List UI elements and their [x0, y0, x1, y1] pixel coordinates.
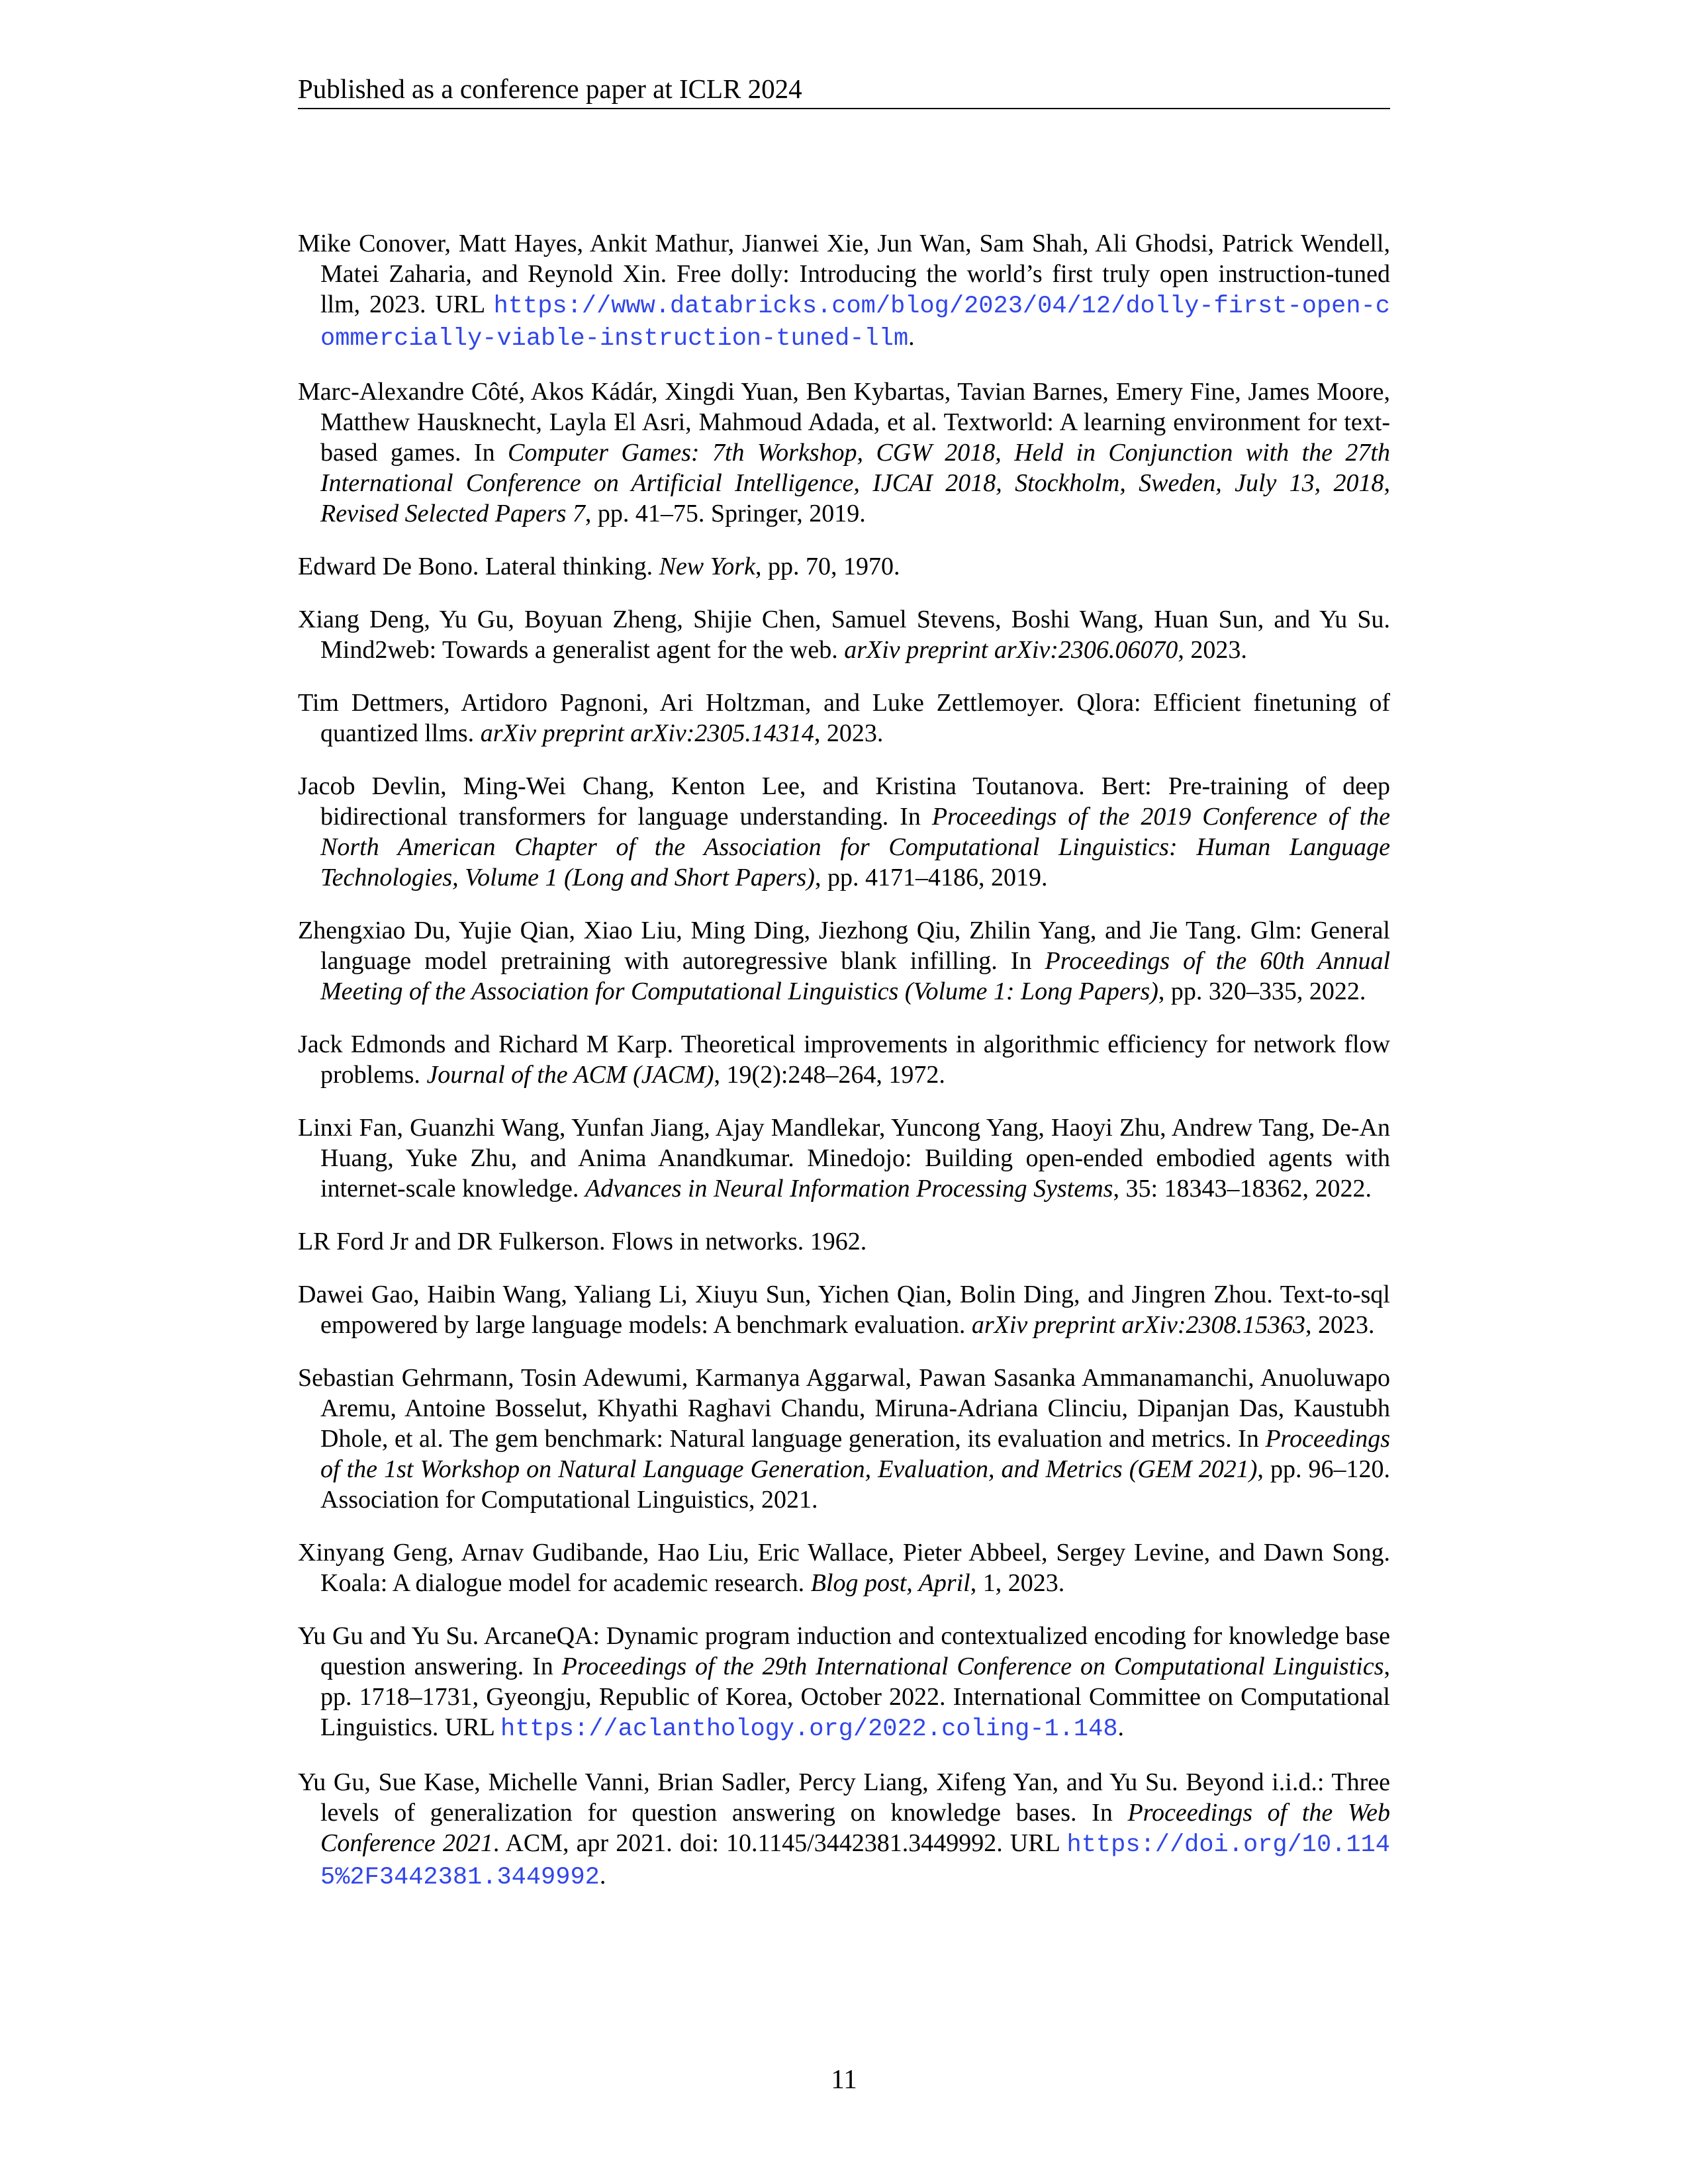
reference-venue: Blog post, April [810, 1569, 970, 1597]
reference-entry [298, 1113, 1390, 1204]
reference-entry [298, 1621, 1390, 1745]
reference-entry [298, 1767, 1390, 1893]
reference-end-punct: . [908, 323, 915, 351]
reference-text: . ACM, apr 2021. doi: 10.1145/3442381.3449992. URL [492, 1829, 1067, 1857]
reference-text: Yu Gu, Sue Kase, Michelle Vanni, Brian Sadler, Percy Liang, Xifeng Yan, and Yu Su. Beyond i.i.d.: Three levels of generalization for question answering on knowledge bases. In [298, 1768, 1390, 1827]
reference-venue: Computer Games: 7th Workshop, CGW 2018, Held in Conjunction with the 27th International Conference on Artificial Intelligence, IJCAI 2018, Stockholm, Sweden, July 13, 2018, Revised Selected Papers 7 [320, 439, 1390, 527]
reference-entry [298, 1279, 1390, 1340]
reference-text: , 1, 2023. [970, 1569, 1065, 1597]
reference-entry [298, 1537, 1390, 1598]
reference-text: Sebastian Gehrmann, Tosin Adewumi, Karmanya Aggarwal, Pawan Sasanka Ammanamanchi, Anuoluwapo Aremu, Antoine Bosselut, Khyathi Raghavi Chandu, Miruna-Adriana Clinciu, Dipanjan Das, Kaustubh Dhole, et al. The gem benchmark: Natural language generation, its evaluation and metrics. In [298, 1364, 1390, 1453]
reference-venue: Proceedings of the 29th International Conference on Computational Linguistics [561, 1653, 1384, 1680]
reference-venue: arXiv preprint arXiv:2305.14314 [480, 719, 814, 747]
reference-text: Xiang Deng, Yu Gu, Boyuan Zheng, Shijie Chen, Samuel Stevens, Boshi Wang, Huan Sun, and Yu Su. Mind2web: Towards a generalist agent for the web. [298, 606, 1390, 664]
reference-text: , pp. 70, 1970. [755, 553, 900, 580]
reference-text: , 19(2):248–264, 1972. [714, 1061, 945, 1089]
reference-venue: New York [659, 553, 755, 580]
reference-end-punct: . [599, 1862, 606, 1889]
reference-text: Linxi Fan, Guanzhi Wang, Yunfan Jiang, Ajay Mandlekar, Yuncong Yang, Haoyi Zhu, Andrew Tang, De-An Huang, Yuke Zhu, and Anima Anandkumar. Minedojo: Building open-ended embodied agents with internet-scale knowledge. [298, 1114, 1390, 1203]
reference-entry [298, 1226, 1390, 1257]
reference-entry [298, 915, 1390, 1007]
reference-text: , pp. 4171–4186, 2019. [814, 864, 1048, 891]
page-number: 11 [831, 2064, 857, 2094]
reference-list [298, 228, 1390, 1915]
reference-url-link[interactable]: https://aclanthology.org/2022.coling-1.148 [500, 1715, 1118, 1743]
reference-venue: arXiv preprint arXiv:2308.15363 [971, 1311, 1305, 1339]
reference-text: Dawei Gao, Haibin Wang, Yaliang Li, Xiuyu Sun, Yichen Qian, Bolin Ding, and Jingren Zhou. Text-to-sql empowered by large language models: A benchmark evaluation. [298, 1281, 1390, 1339]
reference-venue: Advances in Neural Information Processing Systems [585, 1175, 1113, 1203]
reference-text: , 2023. [814, 719, 884, 747]
reference-venue: Journal of the ACM (JACM) [426, 1061, 714, 1089]
reference-entry [298, 604, 1390, 665]
reference-text: , 35: 18343–18362, 2022. [1113, 1175, 1372, 1203]
reference-text: LR Ford Jr and DR Fulkerson. Flows in networks. 1962. [298, 1228, 867, 1255]
reference-entry [298, 228, 1390, 354]
reference-text: , 2023. [1305, 1311, 1375, 1339]
reference-venue: Proceedings of the 60th Annual Meeting of the Association for Computational Linguistics (Volume 1: Long Papers) [320, 947, 1390, 1005]
reference-text: Jacob Devlin, Ming-Wei Chang, Kenton Lee, and Kristina Toutanova. Bert: Pre-training of deep bidirectional transformers for language understanding. In [298, 772, 1390, 831]
reference-venue: Proceedings of the Web Conference 2021 [320, 1799, 1390, 1857]
header-rule [298, 108, 1390, 109]
reference-text: Marc-Alexandre Côté, Akos Kádár, Xingdi Yuan, Ben Kybartas, Tavian Barnes, Emery Fine, James Moore, Matthew Hausknecht, Layla El Asri, Mahmoud Adada, et al. Textworld: A learning environment for text-based games. In [298, 378, 1390, 467]
reference-text: , pp. 320–335, 2022. [1158, 978, 1366, 1005]
reference-text: , pp. 41–75. Springer, 2019. [585, 500, 866, 527]
reference-text: Jack Edmonds and Richard M Karp. Theoretical improvements in algorithmic efficiency for network flow problems. [298, 1030, 1390, 1089]
reference-entry [298, 377, 1390, 529]
reference-entry [298, 771, 1390, 893]
reference-url-link[interactable]: https://www.databricks.com/blog/2023/04/12/dolly-first-open-commercially-viable-instruction-tuned-llm [320, 293, 1390, 353]
reference-entry [298, 551, 1390, 582]
reference-venue: Proceedings of the 2019 Conference of the North American Chapter of the Association for Computational Linguistics: Human Language Technologies, Volume 1 (Long and Short Papers) [320, 803, 1390, 891]
reference-venue: Proceedings of the 1st Workshop on Natural Language Generation, Evaluation, and Metrics (GEM 2021) [320, 1425, 1390, 1483]
reference-text: Edward De Bono. Lateral thinking. [298, 553, 659, 580]
running-header: Published as a conference paper at ICLR 2024 [298, 73, 802, 104]
reference-text: , 2023. [1178, 636, 1247, 664]
reference-end-punct: . [1117, 1713, 1125, 1741]
reference-text: Yu Gu and Yu Su. ArcaneQA: Dynamic program induction and contextualized encoding for knowledge base question answering. In [298, 1622, 1390, 1680]
reference-url-link[interactable]: https://doi.org/10.1145%2F3442381.3449992 [320, 1831, 1390, 1891]
reference-entry [298, 688, 1390, 749]
reference-text: , pp. 96–120. Association for Computational Linguistics, 2021. [320, 1455, 1391, 1514]
reference-text: Mike Conover, Matt Hayes, Ankit Mathur, Jianwei Xie, Jun Wan, Sam Shah, Ali Ghodsi, Patrick Wendell, Matei Zaharia, and Reynold Xin. Free dolly: Introducing the world’s first truly open instruction-tuned llm, 2023. URL [298, 230, 1390, 318]
reference-text: Zhengxiao Du, Yujie Qian, Xiao Liu, Ming Ding, Jiezhong Qiu, Zhilin Yang, and Jie Tang. Glm: General language model pretraining with autoregressive blank infilling. In [298, 917, 1390, 975]
reference-text: Xinyang Geng, Arnav Gudibande, Hao Liu, Eric Wallace, Pieter Abbeel, Sergey Levine, and Dawn Song. Koala: A dialogue model for academic research. [298, 1539, 1390, 1597]
reference-venue: arXiv preprint arXiv:2306.06070 [844, 636, 1178, 664]
reference-entry [298, 1363, 1390, 1515]
reference-text: , pp. 1718–1731, Gyeongju, Republic of Korea, October 2022. International Committee on Computational Linguistics. URL [320, 1653, 1390, 1741]
reference-text: Tim Dettmers, Artidoro Pagnoni, Ari Holtzman, and Luke Zettlemoyer. Qlora: Efficient finetuning of quantized llms. [298, 689, 1390, 747]
reference-entry [298, 1029, 1390, 1090]
